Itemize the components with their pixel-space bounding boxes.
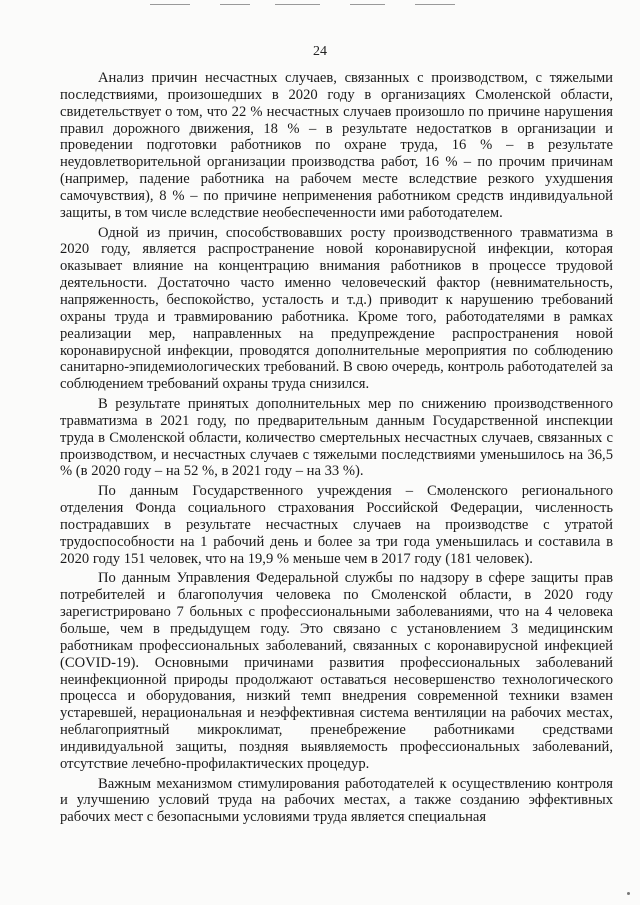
paragraph-social-insurance-data: По данным Государственного учреждения – Смоленского регионального отделения Фонда социального страхования Российской Федерации, численность пострадавших в результате несчастных случаев на производстве с утратой трудоспособности на 1 рабочий день и более за три года уменьшилась и составила в 2020 году 151 человек, что на 19,9 % меньше чем в 2017 году (181 человек). xyxy=(60,483,613,567)
paragraph-2021-results: В результате принятых дополнительных мер по снижению производственного травматизма в 2021 году, по предварительным данным Государственной инспекции труда в Смоленской области, количество смертельных несчастных случаев, связанных с производством, и несчастных случаев с тяжелыми последствиями уменьшилось на 36,5 % (в 2020 году – на 52 %, в 2021 году – на 33 %). xyxy=(60,396,613,480)
scan-corner-mark xyxy=(627,892,630,895)
document-body xyxy=(60,70,613,829)
paragraph-coronavirus-factor: Одной из причин, способствовавших росту производственного травматизма в 2020 году, является распространение новой коронавирусной инфекции, которая оказывает влияние на концентрацию внимания работников в процессе трудовой деятельности. Достаточно часто именно человеческий фактор (невнимательность, напряженность, беспокойство, усталость и т.д.) приводит к нарушению требований охраны труда и травмированию работника. Кроме того, работодателями в рамках реализации мер, направленных на предупреждение распространения новой коронавирусной инфекции, проводятся дополнительные мероприятия по соблюдению санитарно-эпидемиологических требований. В свою очередь, контроль работодателей за соблюдением требований охраны труда снизился. xyxy=(60,224,613,393)
page-number: 24 xyxy=(313,44,327,59)
paragraph-occupational-diseases: По данным Управления Федеральной службы по надзору в сфере защиты прав потребителей и благополучия человека по Смоленской области, в 2020 году зарегистрировано 7 больных с профессиональными заболеваниями, что на 4 человека больше, чем в предыдущем году. Это связано с установлением 3 медицинским работникам профессиональных заболеваний, связанных с коронавирусной инфекцией (COVID-19). Основными причинами развития профессиональных заболеваний неинфекционной природы продолжают оставаться несовершенство технологического процесса и оборудования, низкий темп внедрения современной техники взамен устаревшей, нерациональная и неэффективная система вентиляции на рабочих местах, неблагоприятный микроклимат, пренебрежение работниками средствами индивидуальной защиты, поздняя выявляемость профессиональных заболеваний, отсутствие лечебно-профилактических процедур. xyxy=(60,570,613,772)
paragraph-employer-incentives: Важным механизмом стимулирования работодателей к осуществлению контроля и улучшению условий труда на рабочих местах, а также созданию эффективных рабочих мест с безопасными условиями труда является специальная xyxy=(60,775,613,826)
scan-top-marks xyxy=(150,4,460,5)
paragraph-accident-causes: Анализ причин несчастных случаев, связанных с производством, с тяжелыми последствиями, произошедших в 2020 году в организациях Смоленской области, свидетельствует о том, что 22 % несчастных случаев произошло по причине нарушения правил дорожного движения, 18 % – в результате недостатков в организации и проведении подготовки работников по охране труда, 16 % – в результате неудовлетворительной организации производства работ, 16 % – по прочим причинам (например, падение работника на рабочем месте вследствие резкого ухудшения самочувствия), 8 % – по причине неприменения работником средств индивидуальной защиты, в том числе вследствие необеспеченности ими работодателем. xyxy=(60,70,613,221)
